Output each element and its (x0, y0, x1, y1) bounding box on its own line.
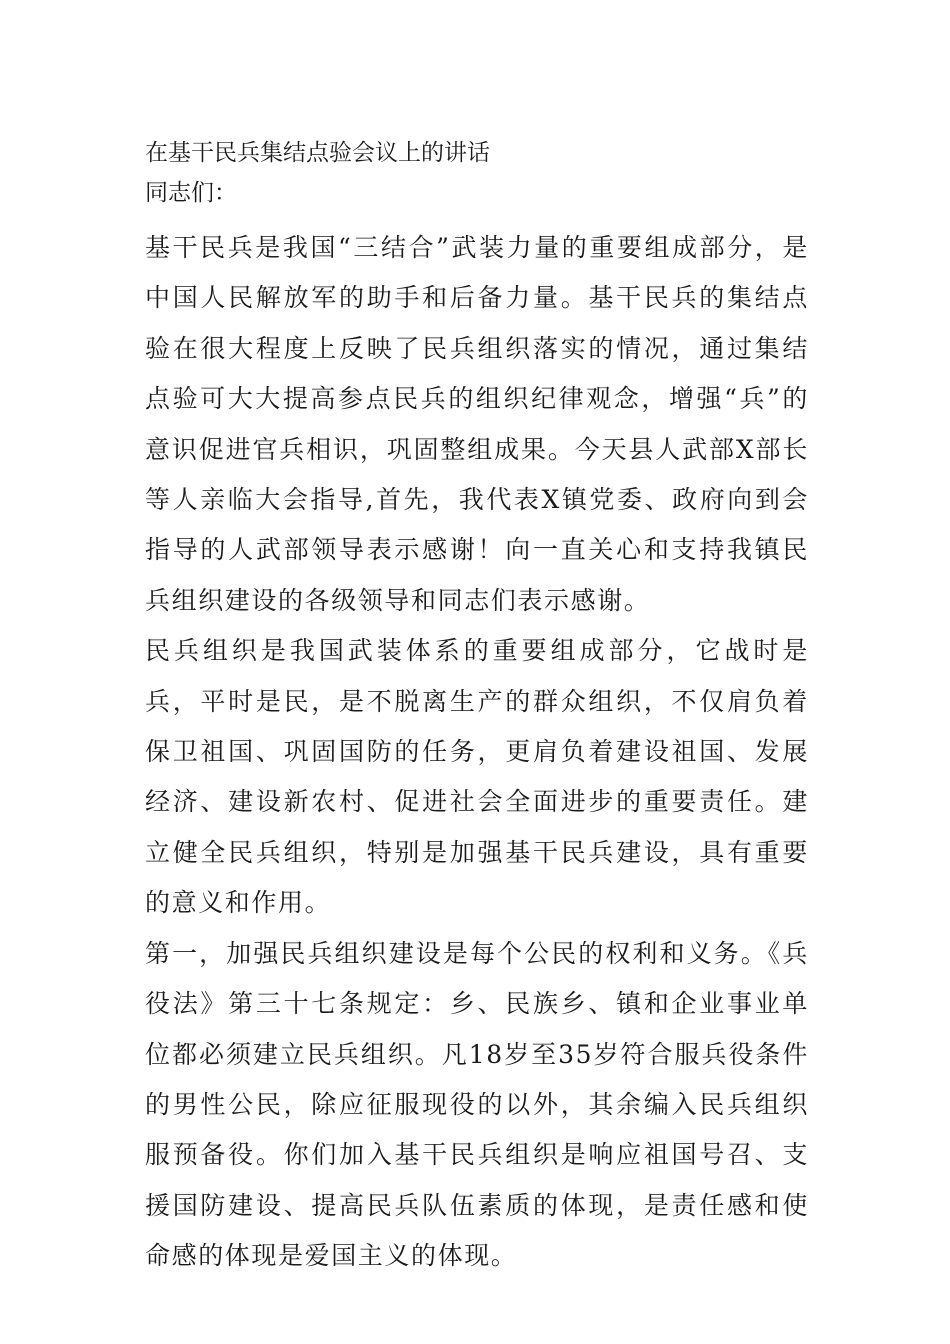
paragraph-2: 民兵组织是我国武装体系的重要组成部分，它战时是兵，平时是民，是不脱离生产的群众组织，不仅肩负着保卫祖国、巩固国防的任务，更肩负着建设祖国、发展经济、建设新农村、促进社会全面进步的重要责任。建立健全民兵组织，特别是加强基干民兵建设，具有重要的意义和作用。 (145, 636, 809, 918)
paragraph-1: 基干民兵是我国“三结合”武装力量的重要组成部分，是中国人民解放军的助手和后备力量。基干民兵的集结点验在很大程度上反映了民兵组织落实的情况，通过集结点验可大大提高参点民兵的组织纪律观念，增强“兵”的意识促进官兵相识，巩固整组成果。今天县人武部X部长等人亲临大会指导,首先，我代表X镇党委、政府向到会指导的人武部领导表示感谢！向一直关心和支持我镇民兵组织建设的各级领导和同志们表示感谢。 (145, 233, 809, 615)
paragraph-3: 第一，加强民兵组织建设是每个公民的权利和义务。《兵役法》第三十七条规定：乡、民族乡、镇和企业事业单位都必须建立民兵组织。凡18岁至35岁符合服兵役条件的男性公民，除应征服现役的以外，其余编入民兵组织服预备役。你们加入基干民兵组织是响应祖国号召、支援国防建设、提高民兵队伍素质的体现，是责任感和使命感的体现是爱国主义的体现。 (145, 938, 809, 1271)
salutation: 同志们： (145, 180, 237, 206)
document-title: 在基干民兵集结点验会议上的讲话 (145, 140, 490, 166)
document-body (145, 133, 809, 1282)
